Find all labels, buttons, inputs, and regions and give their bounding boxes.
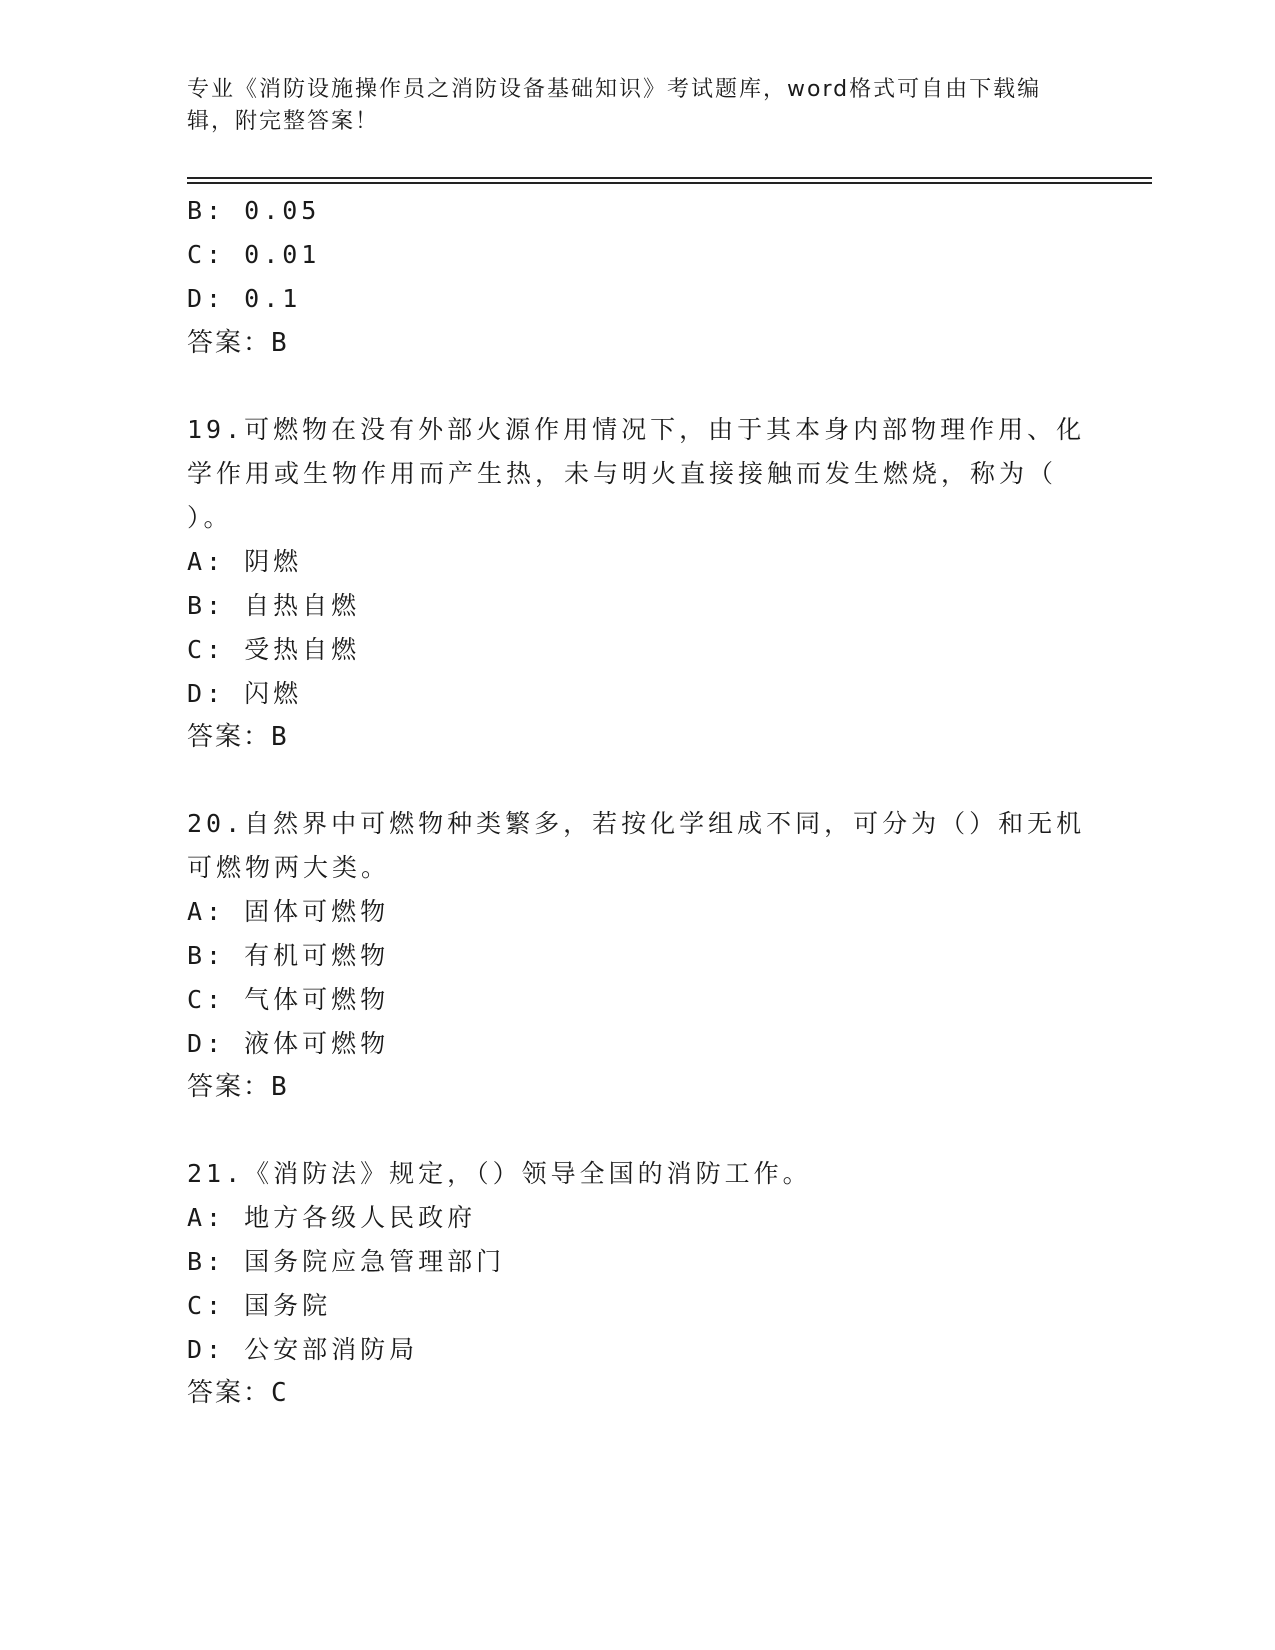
q19-answer: [187, 722, 289, 752]
q20-answer-value: B: [271, 1072, 289, 1102]
answer-label: 答案：: [187, 1378, 272, 1408]
answer-label: 答案：: [187, 722, 272, 752]
header-divider-top: [187, 177, 1152, 179]
header-divider-bottom: [187, 182, 1152, 184]
q21-option-d: D: 公安部消防局: [187, 1335, 419, 1364]
q21-option-a: A: 地方各级人民政府: [187, 1203, 477, 1232]
q20-stem-line-1: 20.自然界中可燃物种类繁多，若按化学组成不同，可分为（）和无机: [187, 809, 1086, 838]
q21-answer-value: C: [271, 1378, 289, 1408]
header-line-2: 辑，附完整答案！: [187, 109, 380, 134]
answer-label: 答案：: [187, 328, 272, 358]
q20-option-d: D: 液体可燃物: [187, 1029, 390, 1058]
q20-answer: [187, 1072, 289, 1102]
q21-stem-line-1: 21.《消防法》规定，（）领导全国的消防工作。: [187, 1159, 812, 1188]
q20-stem-line-2: 可燃物两大类。: [187, 853, 391, 882]
q19-stem-line-1: 19.可燃物在没有外部火源作用情况下，由于其本身内部物理作用、化: [187, 415, 1086, 444]
q18-answer: [187, 328, 289, 358]
q19-answer-value: B: [271, 722, 289, 752]
q19-stem-line-3: ）。: [187, 503, 233, 532]
q20-option-c: C: 气体可燃物: [187, 985, 390, 1014]
q20-option-a: A: 固体可燃物: [187, 897, 390, 926]
q21-option-c: C: 国务院: [187, 1291, 332, 1320]
q19-option-c: C: 受热自燃: [187, 635, 361, 664]
q21-option-b: B: 国务院应急管理部门: [187, 1247, 506, 1276]
q18-option-c: C: 0.01: [187, 240, 321, 269]
q18-answer-value: B: [271, 328, 289, 358]
q21-answer: [187, 1378, 289, 1408]
q18-option-d: D: 0.1: [187, 284, 302, 313]
header-line-1: 专业《消防设施操作员之消防设备基础知识》考试题库，word格式可自由下载编: [187, 77, 1042, 102]
q19-option-d: D: 闪燃: [187, 679, 303, 708]
q19-stem-line-2: 学作用或生物作用而产生热，未与明火直接接触而发生燃烧，称为（: [187, 459, 1058, 488]
q18-option-b: B: 0.05: [187, 196, 321, 225]
answer-label: 答案：: [187, 1072, 272, 1102]
q19-option-b: B: 自热自燃: [187, 591, 361, 620]
document-header: [187, 74, 1087, 138]
q19-option-a: A: 阴燃: [187, 547, 303, 576]
q20-option-b: B: 有机可燃物: [187, 941, 390, 970]
